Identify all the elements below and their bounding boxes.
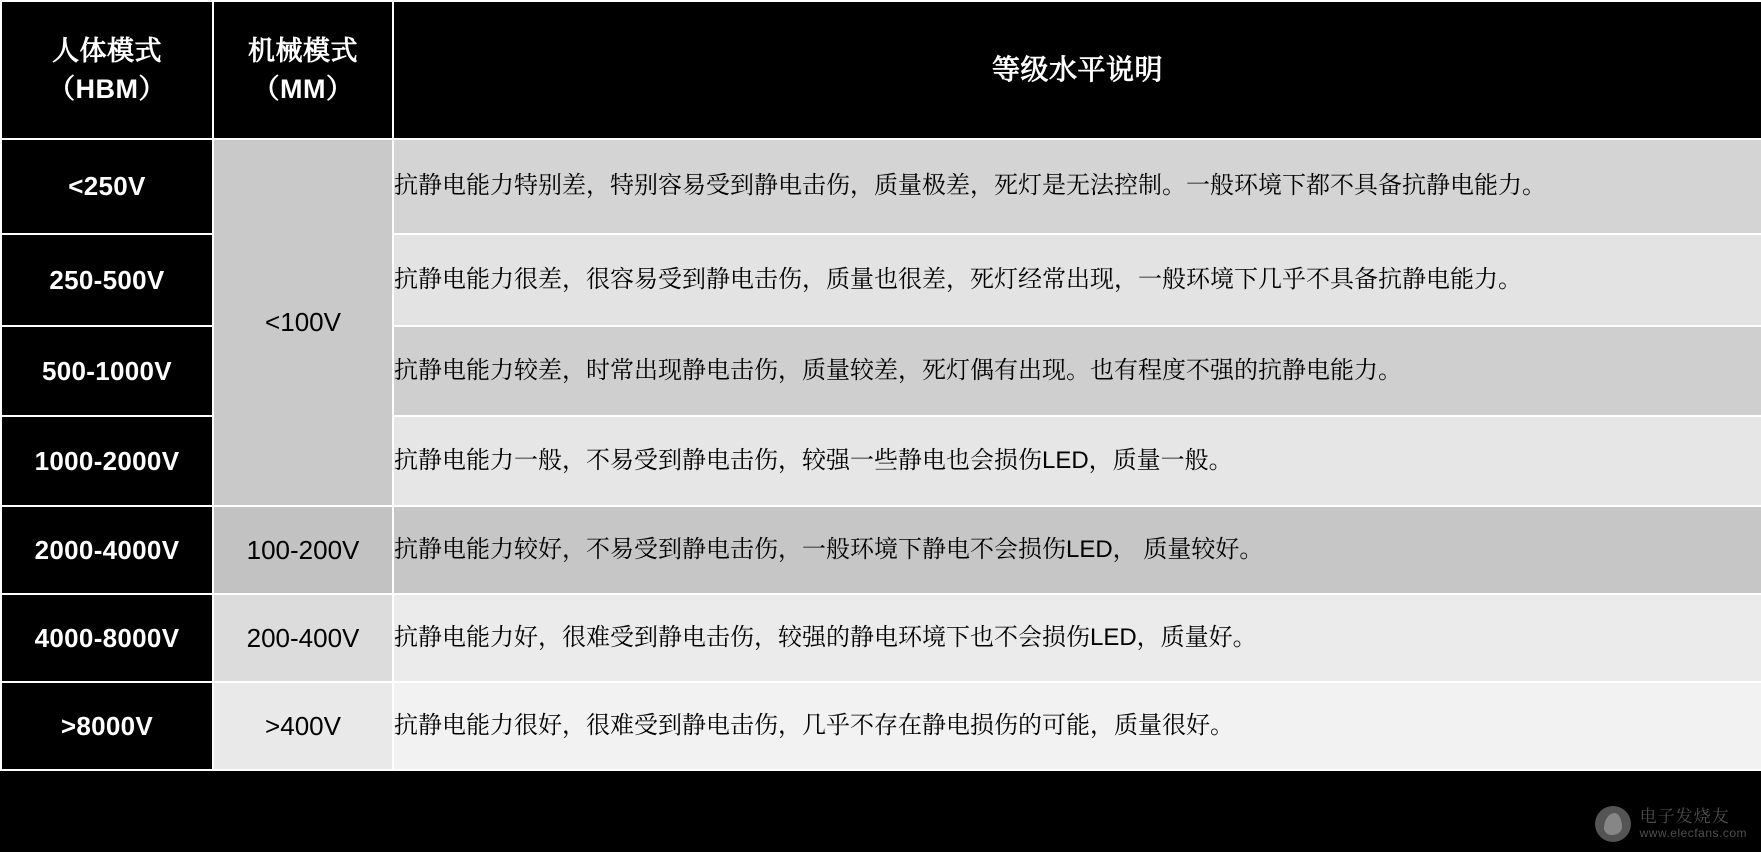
- header-cell-description: 等级水平说明: [393, 1, 1761, 139]
- cell-hbm-value: <250V: [1, 139, 213, 234]
- cell-hbm-value: 500-1000V: [1, 326, 213, 416]
- header-mm-line1: 机械模式: [248, 35, 358, 66]
- watermark-brand-url: www.elecfans.com: [1639, 825, 1747, 840]
- table-row: [1, 682, 1761, 770]
- cell-hbm-value: >8000V: [1, 682, 213, 770]
- cell-description: 抗静电能力较好，不易受到静电击伤，一般环境下静电不会损伤LED， 质量较好。: [393, 506, 1761, 594]
- header-cell-mm: [213, 1, 393, 139]
- cell-mm-value: >400V: [213, 682, 393, 770]
- cell-hbm-value: 2000-4000V: [1, 506, 213, 594]
- table-row: [1, 139, 1761, 234]
- cell-mm-value: 100-200V: [213, 506, 393, 594]
- flame-logo-icon: [1595, 806, 1631, 842]
- header-mm-line2: （MM）: [252, 74, 354, 104]
- cell-description: 抗静电能力特别差，特别容易受到静电击伤，质量极差，死灯是无法控制。一般环境下都不具备抗静电能力。: [393, 139, 1761, 234]
- cell-description: 抗静电能力很好，很难受到静电击伤，几乎不存在静电损伤的可能，质量很好。: [393, 682, 1761, 770]
- watermark-text: [1640, 807, 1747, 840]
- header-cell-hbm: [1, 1, 213, 139]
- cell-mm-value: 200-400V: [213, 594, 393, 682]
- table-row: [1, 506, 1761, 594]
- header-hbm-line1: 人体模式: [52, 35, 162, 66]
- table-header-row: [1, 1, 1761, 139]
- cell-description: 抗静电能力好，很难受到静电击伤，较强的静电环境下也不会损伤LED，质量好。: [393, 594, 1761, 682]
- table-row: [1, 594, 1761, 682]
- cell-hbm-value: 4000-8000V: [1, 594, 213, 682]
- cell-mm-merged-value: <100V: [213, 139, 393, 506]
- watermark-brand-cn: 电子发烧友: [1639, 807, 1730, 827]
- header-hbm-line2: （HBM）: [48, 74, 166, 104]
- cell-hbm-value: 250-500V: [1, 234, 213, 326]
- cell-description: 抗静电能力一般，不易受到静电击伤，较强一些静电也会损伤LED，质量一般。: [393, 416, 1761, 506]
- cell-hbm-value: 1000-2000V: [1, 416, 213, 506]
- watermark: [1595, 806, 1747, 842]
- cell-description: 抗静电能力很差，很容易受到静电击伤，质量也很差，死灯经常出现，一般环境下几乎不具备抗静电能力。: [393, 234, 1761, 326]
- cell-description: 抗静电能力较差，时常出现静电击伤，质量较差，死灯偶有出现。也有程度不强的抗静电能力。: [393, 326, 1761, 416]
